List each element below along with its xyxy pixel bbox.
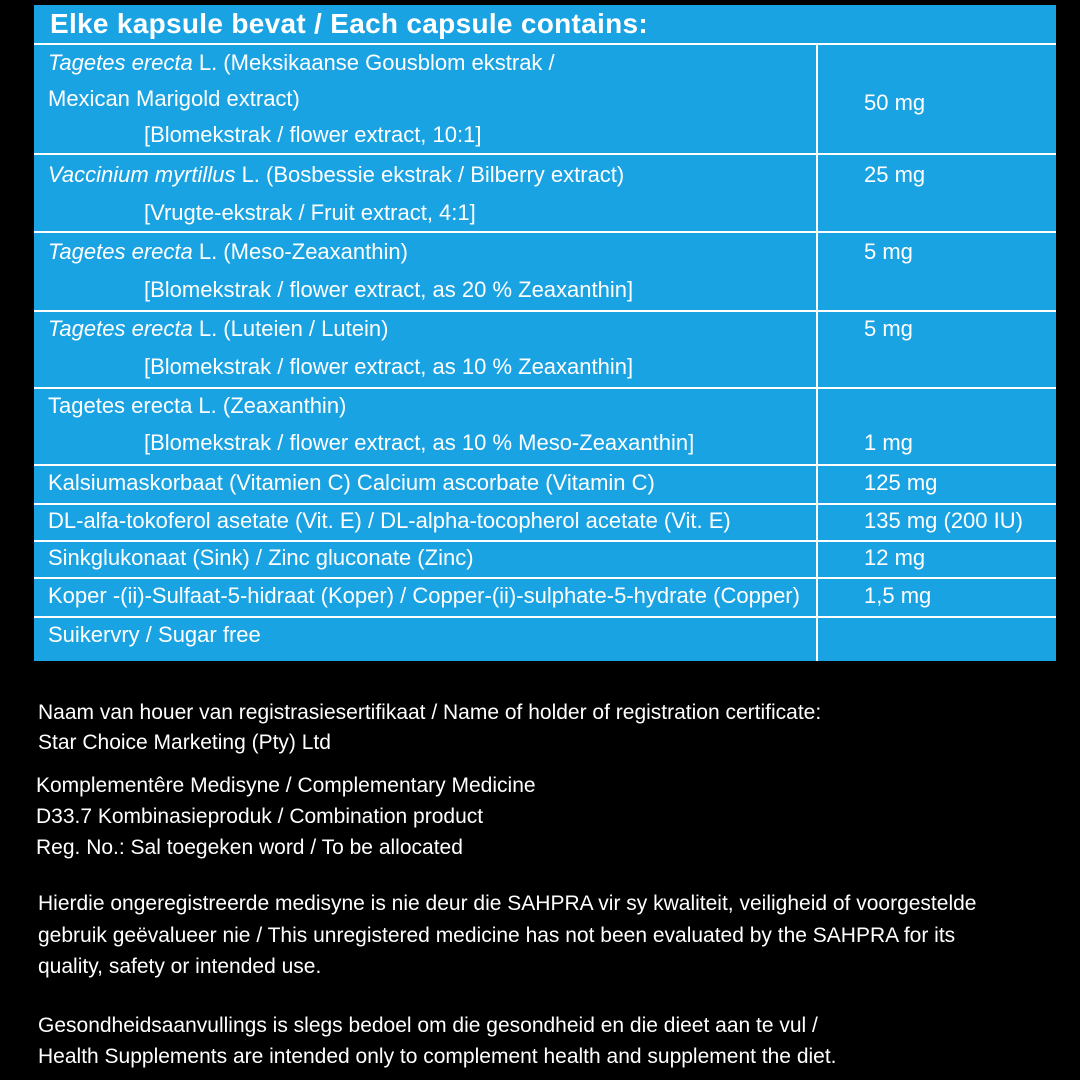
ingredient-extract-note: [Blomekstrak / flower extract, as 10 % Zeaxanthin] — [144, 354, 634, 379]
ingredient-amount: 12 mg — [864, 545, 926, 570]
holder-name: Star Choice Marketing (Pty) Ltd — [38, 731, 331, 754]
supplement-statement: Gesondheidsaanvullings is slegs bedoel om die gesondheid en die dieet aan te vul / — [38, 1014, 818, 1037]
ingredient-name: Sinkglukonaat (Sink) / Zinc gluconate (Zinc) — [48, 545, 474, 570]
ingredient-name-continued: Mexican Marigold extract) — [48, 86, 300, 111]
ingredient-amount: 25 mg — [864, 162, 926, 187]
ingredient-amount: 5 mg — [864, 239, 913, 264]
ingredient-amount: 135 mg (200 IU) — [864, 508, 1023, 533]
ingredient-amount: 125 mg — [864, 470, 938, 495]
ingredient-extract-note: [Blomekstrak / flower extract, as 10 % Meso-Zeaxanthin] — [144, 430, 695, 455]
column-divider — [816, 43, 818, 661]
ingredients-header: Elke kapsule bevat / Each capsule contains: — [50, 8, 649, 39]
ingredient-name: DL-alfa-tokoferol asetate (Vit. E) / DL-alpha-tocopherol acetate (Vit. E) — [48, 508, 731, 533]
ingredient-name: Suikervry / Sugar free — [48, 622, 261, 647]
ingredient-name: Tagetes erecta L. (Luteien / Lutein) — [48, 316, 389, 341]
ingredients-panel — [34, 5, 1056, 661]
ingredient-extract-note: [Vrugte-ekstrak / Fruit extract, 4:1] — [144, 200, 476, 225]
product-classification: D33.7 Kombinasieproduk / Combination product — [36, 805, 484, 828]
ingredient-amount: 5 mg — [864, 316, 913, 341]
disclaimer-line: quality, safety or intended use. — [38, 955, 322, 978]
holder-label: Naam van houer van registrasiesertifikaat / Name of holder of registration certificate: — [38, 701, 822, 724]
ingredient-name: Tagetes erecta L. (Meksikaanse Gousblom ekstrak / — [48, 50, 555, 75]
supplement-statement: Health Supplements are intended only to complement health and supplement the diet. — [38, 1045, 837, 1068]
ingredient-name: Vaccinium myrtillus L. (Bosbessie ekstrak / Bilberry extract) — [48, 162, 625, 187]
row-divider — [34, 153, 1056, 155]
ingredient-amount: 1 mg — [864, 430, 913, 455]
row-divider — [34, 231, 1056, 233]
disclaimer-line: gebruik geëvalueer nie / This unregistered medicine has not been evaluated by the SAHPRA for its — [38, 924, 956, 947]
ingredient-extract-note: [Blomekstrak / flower extract, as 20 % Zeaxanthin] — [144, 277, 634, 302]
ingredient-name: Tagetes erecta L. (Meso-Zeaxanthin) — [48, 239, 408, 264]
medicine-category: Komplementêre Medisyne / Complementary Medicine — [36, 774, 536, 797]
ingredient-extract-note: [Blomekstrak / flower extract, 10:1] — [144, 122, 482, 147]
ingredient-amount: 50 mg — [864, 90, 926, 115]
ingredient-name: Tagetes erecta L. (Zeaxanthin) — [48, 393, 347, 418]
ingredient-name: Koper -(ii)-Sulfaat-5-hidraat (Koper) / Copper-(ii)-sulphate-5-hydrate (Copper) — [48, 583, 800, 608]
ingredient-name: Kalsiumaskorbaat (Vitamien C) Calcium ascorbate (Vitamin C) — [48, 470, 655, 495]
registration-number: Reg. No.: Sal toegeken word / To be allocated — [36, 836, 463, 859]
disclaimer-line: Hierdie ongeregistreerde medisyne is nie deur die SAHPRA vir sy kwaliteit, veiligheid of voorgestelde — [38, 892, 977, 915]
ingredient-amount: 1,5 mg — [864, 583, 932, 608]
